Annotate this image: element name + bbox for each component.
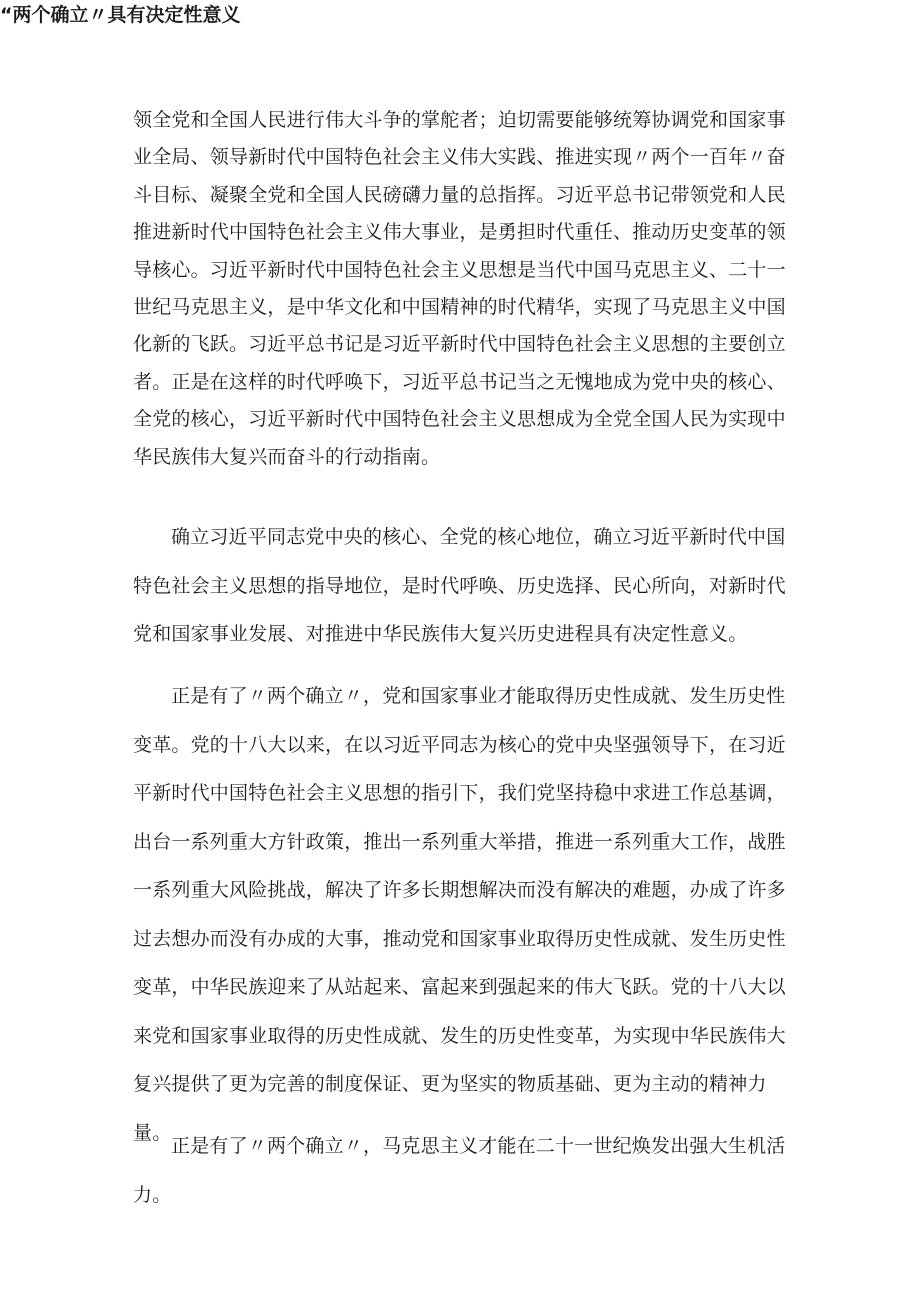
lead-paragraph: 领全党和全国人民进行伟大斗争的掌舵者；迫切需要能够统筹协调党和国家事业全局、领导新时代中国特色社会主义伟大实践、推进实现〃两个一百年〃奋斗目标、凝聚全党和全国人民磅礴力量的总指挥。习近平总书记带领党和人民推进新时代中国特色社会主义伟大事业，是勇担时代重任、推动历史变革的领导核心。习近平新时代中国特色社会主义思想是当代中国马克思主义、二十一世纪马克思主义，是中华文化和中国精神的时代精华，实现了马克思主义中国化新的飞跃。习近平总书记是习近平新时代中国特色社会主义思想的主要创立者。正是在这样的时代呼唤下，习近平总书记当之无愧地成为党中央的核心、全党的核心，习近平新时代中国特色社会主义思想成为全党全国人民为实现中华民族伟大复兴而奋斗的行动指南。: [133, 109, 786, 468]
body-paragraph-2: 正是有了〃两个确立〃，党和国家事业才能取得历史性成就、发生历史性变革。党的十八大以来，在以习近平同志为核心的党中央坚强领导下，在习近平新时代中国特色社会主义思想的指引下，我们党坚持稳中求进工作总基调，出台一系列重大方针政策，推出一系列重大举措，推进一系列重大工作，战胜一系列重大风险挑战，解决了许多长期想解决而没有解决的难题，办成了许多过去想办而没有办成的大事，推动党和国家事业取得历史性成就、发生历史性变革，中华民族迎来了从站起来、富起来到强起来的伟大飞跃。党的十八大以来党和国家事业取得的历史性成就、发生的历史性变革，为实现中华民族伟大复兴提供了更为完善的制度保证、更为坚实的物质基础、更为主动的精神力量。: [133, 685, 786, 1144]
section-heading: “两个确立〃具有决定性意义: [0, 4, 241, 26]
body-paragraph-3: 正是有了〃两个确立〃，马克思主义才能在二十一世纪焕发出强大生机活力。: [133, 1135, 786, 1206]
body-paragraph-1: 确立习近平同志党中央的核心、全党的核心地位，确立习近平新时代中国特色社会主义思想的指导地位，是时代呼唤、历史选择、民心所向，对新时代党和国家事业发展、对推进中华民族伟大复兴历史进程具有决定性意义。: [133, 526, 786, 645]
